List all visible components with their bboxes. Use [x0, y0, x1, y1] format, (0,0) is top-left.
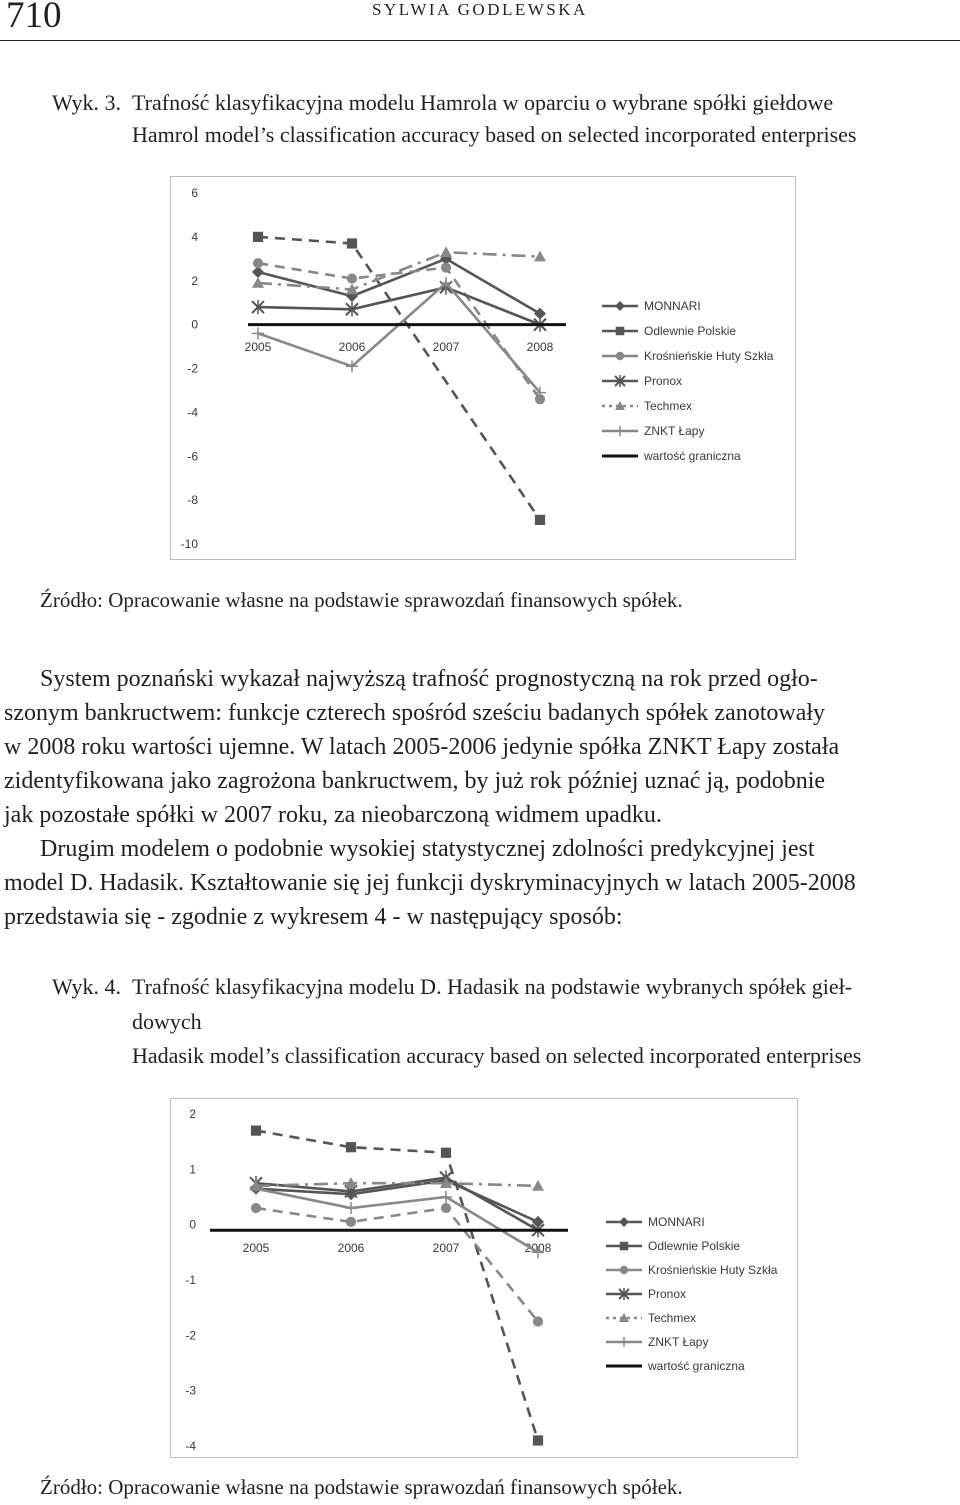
paragraph-2-line: Drugim modelem o podobnie wysokiej statystycznej zdolności predykcyjnej jest [40, 836, 815, 862]
data-point [345, 1202, 357, 1214]
series-krosnienskie-huty-szkla [253, 258, 545, 404]
figure1-title-en: Hamrol model’s classification accuracy based on selected incorporated enterprises [132, 122, 857, 147]
legend-marker [616, 327, 625, 336]
paragraph-1 [4, 662, 956, 696]
series-line [256, 1131, 538, 1441]
legend-item [606, 1335, 708, 1349]
y-tick-label: 2 [191, 273, 198, 288]
y-tick-label: -10 [180, 537, 198, 551]
y-tick-label: -2 [187, 361, 198, 376]
legend-label: Odlewnie Polskie [648, 1239, 741, 1253]
paragraph-1-line: System poznański wykazał najwyższą trafność prognostyczną na rok przed ogło- [40, 666, 818, 692]
paragraph-2-rest [4, 866, 956, 934]
legend-item [606, 1263, 778, 1277]
series-line [256, 1208, 538, 1321]
paragraph-1-rest [4, 696, 956, 832]
y-tick-label: -1 [185, 1273, 196, 1287]
chart-1 [170, 176, 796, 560]
legend-item [602, 399, 692, 413]
y-tick-label: -3 [185, 1383, 196, 1398]
paragraph-1-line: zidentyfikowana jako zagrożona bankructwem, by już rok później uznać ją, podobnie [4, 768, 826, 794]
legend-label: Pronox [648, 1287, 687, 1301]
y-tick-label: 0 [189, 1217, 196, 1232]
legend-item [602, 374, 682, 388]
legend-item [602, 324, 736, 338]
data-point [253, 232, 263, 242]
series-odlewnie-polskie [253, 232, 545, 525]
chart-frame [171, 1099, 798, 1458]
running-head: SYLWIA GODLEWSKA [372, 0, 588, 19]
y-tick-label: -4 [185, 1439, 196, 1453]
x-tick-label: 2007 [432, 340, 460, 354]
header-rule [0, 40, 960, 41]
y-tick-label: -2 [185, 1328, 196, 1343]
legend-marker [615, 301, 625, 311]
data-point [251, 1126, 261, 1136]
chart-2-container [170, 1098, 798, 1458]
legend-label: MONNARI [648, 1215, 705, 1229]
legend-label: Krośnieńskie Huty Szkła [648, 1263, 778, 1277]
series-line [258, 287, 540, 324]
x-tick-label: 2008 [524, 1241, 552, 1255]
data-point [532, 1180, 544, 1191]
figure2-source: Źródło: Opracowanie własne na podstawie sprawozdań finansowych spółek. [40, 1475, 683, 1499]
legend-marker [620, 1266, 629, 1275]
data-point [534, 251, 546, 262]
legend-marker [615, 426, 625, 436]
figure2-label: Wyk. 4. [52, 974, 121, 999]
figure1-title-pl: Trafność klasyfikacyjna modelu Hamrola w oparciu o wybrane spółki giełdowe [132, 90, 834, 115]
legend-label: ZNKT Łapy [648, 1335, 709, 1349]
series-znkt-lapy [250, 1183, 544, 1259]
series-line [256, 1189, 538, 1253]
series-krosnienskie-huty-szkla [251, 1203, 543, 1327]
paragraph-1-line: szonym bankructwem: funkcje czterech spośród sześciu badanych spółek zanotowały [4, 700, 826, 726]
legend-label: Pronox [644, 374, 683, 388]
x-tick-label: 2008 [526, 340, 554, 354]
figure1-source: Źródło: Opracowanie własne na podstawie sprawozdań finansowych spółek. [40, 588, 683, 612]
figure1-caption [52, 88, 952, 150]
legend-label: ZNKT Łapy [644, 424, 705, 438]
data-point [535, 515, 545, 525]
data-point [252, 327, 264, 339]
page-number: 710 [6, 0, 62, 36]
legend-label: wartość graniczna [648, 1359, 745, 1373]
figure2-title-en: Hadasik model’s classification accuracy based on selected incorporated enterprises [132, 1043, 862, 1068]
legend-label: Techmex [648, 1311, 697, 1325]
x-tick-label: 2005 [242, 1241, 270, 1255]
data-point [440, 1191, 452, 1203]
chart-1-container [170, 176, 796, 560]
legend-item [606, 1311, 696, 1325]
data-point [253, 258, 263, 268]
x-tick-label: 2007 [432, 1241, 460, 1255]
data-point [441, 1203, 451, 1213]
y-tick-label: -8 [187, 493, 198, 508]
y-tick-label: 2 [189, 1107, 196, 1121]
legend-item [602, 449, 741, 463]
data-point [346, 1217, 356, 1227]
figure2-title-pl-line2: dowych [132, 1009, 202, 1034]
data-point [346, 1142, 356, 1152]
series-znkt-lapy [252, 277, 546, 399]
legend-item [606, 1215, 705, 1229]
legend-item [606, 1239, 740, 1253]
paragraph-2-line: przedstawia się - zgodnie z wykresem 4 - w następujący sposób: [4, 904, 623, 930]
legend-marker [619, 1337, 629, 1347]
figure2-caption [52, 972, 952, 1072]
x-tick-label: 2006 [338, 340, 366, 354]
series-odlewnie-polskie [251, 1126, 543, 1446]
chart-2 [170, 1098, 798, 1458]
y-tick-label: -6 [187, 449, 198, 464]
data-point [251, 1203, 261, 1213]
data-point [441, 1148, 451, 1158]
data-point [347, 273, 357, 283]
series-line [258, 237, 540, 520]
data-point [441, 262, 451, 272]
y-tick-label: 1 [189, 1162, 196, 1177]
x-tick-label: 2005 [244, 340, 272, 354]
data-point [347, 238, 357, 248]
legend-label: MONNARI [644, 299, 701, 313]
data-point [440, 246, 452, 257]
legend-marker [619, 1217, 629, 1227]
data-point [533, 1435, 543, 1445]
legend-label: wartość graniczna [644, 449, 741, 463]
series-monnari [250, 1174, 544, 1228]
legend-label: Krośnieńskie Huty Szkła [644, 349, 774, 363]
legend-item [602, 349, 774, 363]
y-tick-label: -4 [187, 405, 198, 420]
legend-label: Techmex [644, 399, 693, 413]
paragraph-2-line: model D. Hadasik. Kształtowanie się jej funkcji dyskryminacyjnych w latach 2005-2008 [4, 870, 856, 896]
data-point [533, 1316, 543, 1326]
figure2-title-pl-line1: Trafność klasyfikacyjna modelu D. Hadasik na podstawie wybranych spółek gieł- [132, 974, 853, 999]
y-tick-label: 4 [191, 229, 198, 244]
legend-item [602, 299, 701, 313]
legend-marker [616, 352, 625, 361]
figure1-label: Wyk. 3. [52, 90, 121, 115]
legend-item [602, 424, 704, 438]
legend-item [606, 1287, 686, 1301]
paragraph-2 [4, 832, 956, 866]
legend-label: Odlewnie Polskie [644, 324, 737, 338]
paragraph-1-line: jak pozostałe spółki w 2007 roku, za nieobarczoną widmem upadku. [4, 802, 662, 828]
y-tick-label: 6 [191, 186, 198, 200]
legend-marker [620, 1242, 629, 1251]
paragraph-1-line: w 2008 roku wartości ujemne. W latach 2005-2006 jedynie spółka ZNKT Łapy została [4, 734, 840, 760]
legend-item [606, 1359, 745, 1373]
y-tick-label: 0 [191, 317, 198, 332]
x-tick-label: 2006 [337, 1241, 365, 1255]
chart-frame [171, 177, 796, 560]
